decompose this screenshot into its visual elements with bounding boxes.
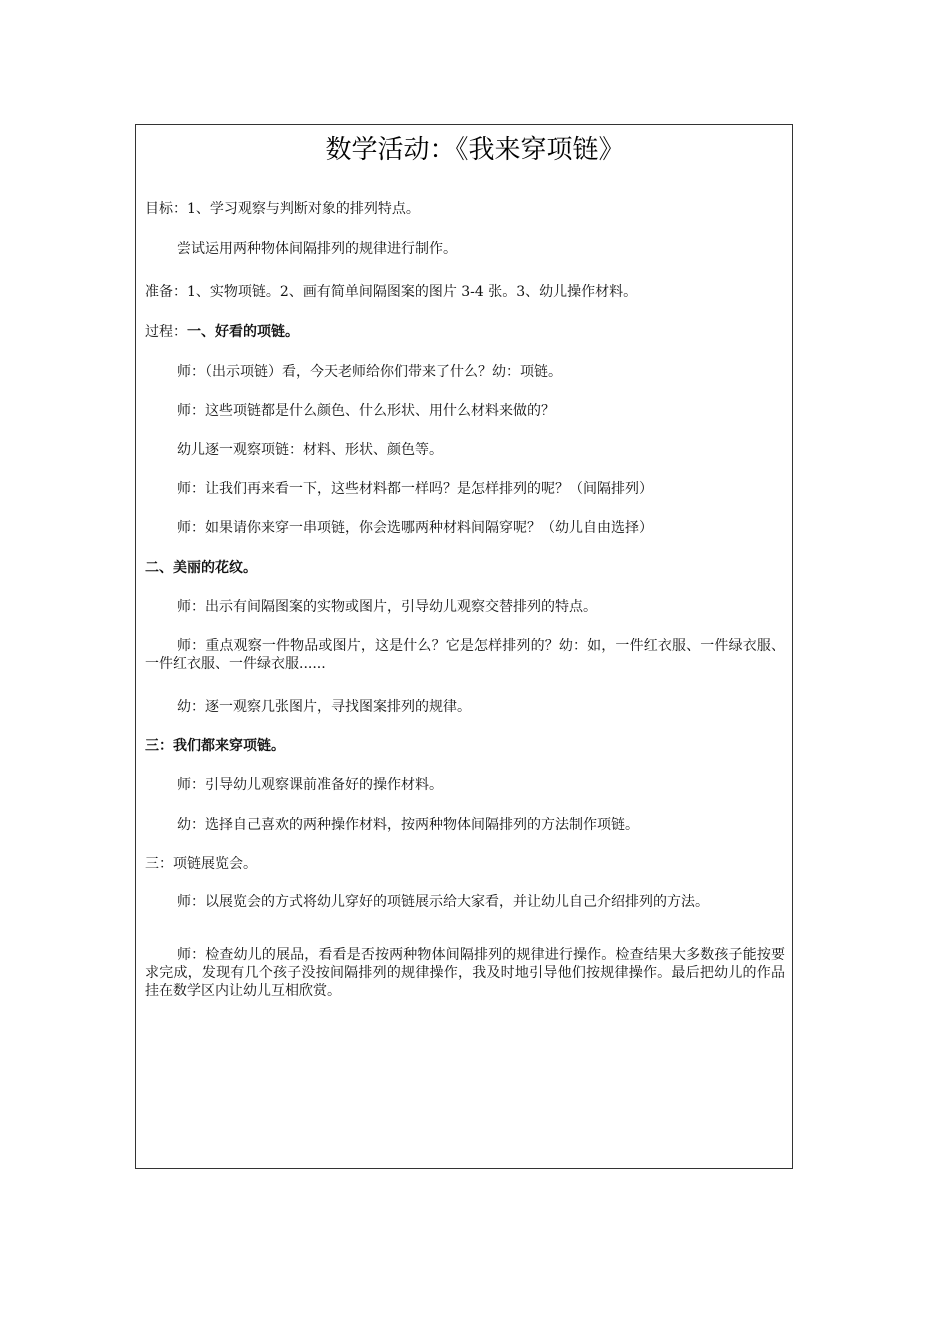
process-line: [145, 322, 785, 342]
goal-item-2: 尝试运用两种物体间隔排列的规律进行制作。: [177, 241, 457, 257]
section-4-paragraph: 师：以展览会的方式将幼儿穿好的项链展示给大家看，并让幼儿自己介绍排列的方法。: [177, 894, 709, 910]
section-3-heading: 三：我们都来穿项链。: [145, 738, 285, 754]
section-4-heading: 三：项链展览会。: [145, 856, 257, 872]
preparation-line: [145, 282, 785, 302]
document-title: 数学活动：《我来穿项链》: [325, 135, 625, 165]
goal-line: [145, 199, 785, 219]
section-2-heading: 二、美丽的花纹。: [145, 560, 257, 576]
process-label: 过程：: [145, 324, 187, 340]
section-1-line: 师：让我们再来看一下，这些材料都一样吗？是怎样排列的呢？（间隔排列）: [177, 481, 653, 497]
section-1-line: 师：这些项链都是什么颜色、什么形状、用什么材料来做的？: [177, 403, 555, 419]
section-2-line: 幼：逐一观察几张图片，寻找图案排列的规律。: [177, 699, 471, 715]
goal-item-1: 1、学习观察与判断对象的排列特点。: [187, 201, 420, 217]
goal-label: 目标：: [145, 201, 187, 217]
section-3-line: 幼：选择自己喜欢的两种操作材料，按两种物体间隔排列的方法制作项链。: [177, 817, 639, 833]
section-3-line: 师：引导幼儿观察课前准备好的操作材料。: [177, 777, 443, 793]
section-2-paragraph: 师：重点观察一件物品或图片，这是什么？它是怎样排列的？幼：如，一件红衣服、一件绿衣服、一件红衣服、一件绿衣服......: [145, 638, 785, 672]
section-1-line: 师：如果请你来穿一串项链，你会选哪两种材料间隔穿呢？（幼儿自由选择）: [177, 520, 653, 536]
section-1-heading: 一、好看的项链。: [187, 324, 299, 340]
section-1-line: 幼儿逐一观察项链：材料、形状、颜色等。: [177, 442, 443, 458]
section-1-line: 师：（出示项链）看，今天老师给你们带来了什么？幼：项链。: [177, 364, 562, 380]
preparation-label: 准备：: [145, 284, 187, 300]
section-2-line: 师：出示有间隔图案的实物或图片，引导幼儿观察交替排列的特点。: [177, 599, 597, 615]
section-4-paragraph: 师：检查幼儿的展品，看看是否按两种物体间隔排列的规律进行操作。检查结果大多数孩子能按要求完成，发现有几个孩子没按间隔排列的规律操作，我及时地引导他们按规律操作。最后把幼儿的作品挂在数学区内让幼儿互相欣赏。: [145, 947, 785, 999]
preparation-text: 1、实物项链。2、画有简单间隔图案的图片 3-4 张。3、幼儿操作材料。: [187, 284, 638, 300]
